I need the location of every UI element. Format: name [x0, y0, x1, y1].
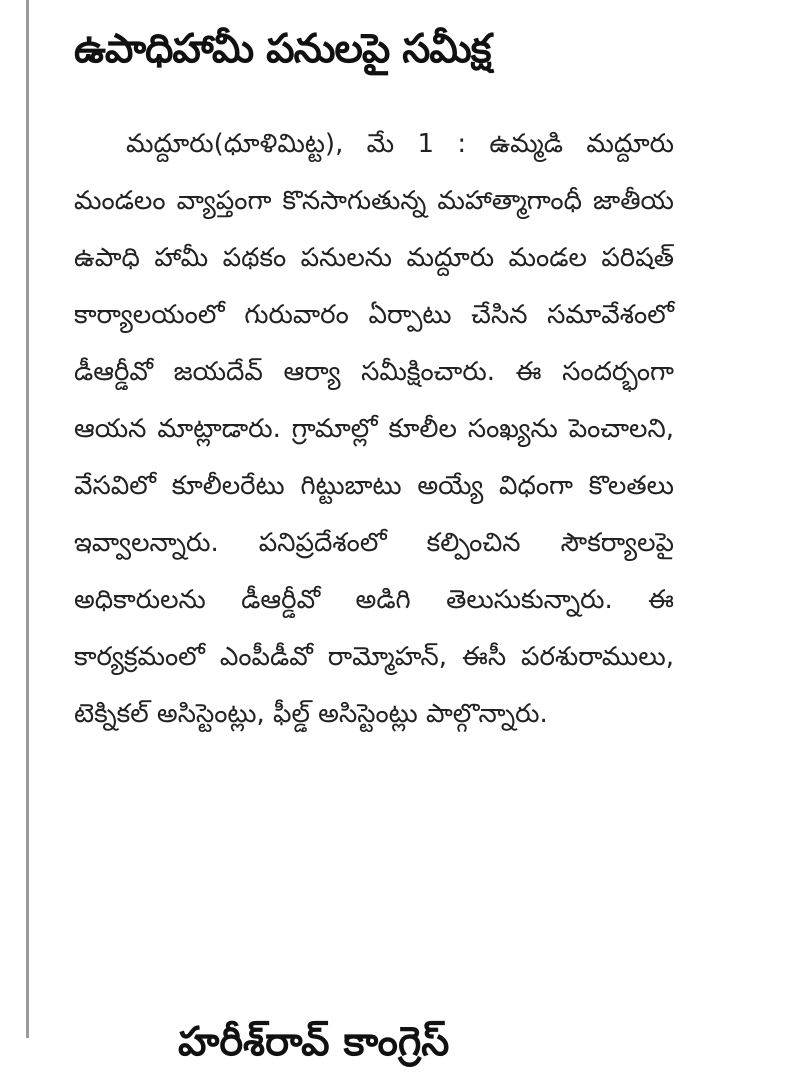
column-divider	[26, 0, 29, 1038]
article-headline: ఉపాధిహామీ పనులపై సమీక్ష	[74, 26, 491, 72]
news-article	[74, 18, 674, 743]
next-article-headline: హరీశ్‌రావ్ కాంగ్రెస్	[178, 1019, 450, 1065]
article-body: మద్దూరు(ధూళిమిట్ట), మే 1 : ఉమ్మడి మద్దూరు మండలం వ్యాప్తంగా కొనసాగుతున్న మహాత్మాగాంధీ జాతీయ ఉపాధి హామీ పథకం పనులను మద్దూరు మండల పరిషత్ కార్యాలయంలో గురువారం ఏర్పాటు చేసిన సమావేశంలో డీఆర్డీవో జయదేవ్ ఆర్యా సమీక్షించారు. ఈ సందర్భంగా ఆయన మాట్లాడారు. గ్రామాల్లో కూలీల సంఖ్యను పెంచాలని, వేసవిలో కూలీలరేటు గిట్టుబాటు అయ్యే విధంగా కొలతలు ఇవ్వాలన్నారు. పనిప్రదేశంలో కల్పించిన సౌకర్యాలపై అధికారులను డీఆర్డీవో అడిగి తెలుసుకున్నారు. ఈ కార్యక్రమంలో ఎంపీడీవో రామ్మోహన్, ఈసీ పరశురాములు, టెక్నికల్ అసిస్టెంట్లు, ఫీల్డ్ అసిస్టెంట్లు పాల్గొన్నారు.	[74, 129, 674, 729]
